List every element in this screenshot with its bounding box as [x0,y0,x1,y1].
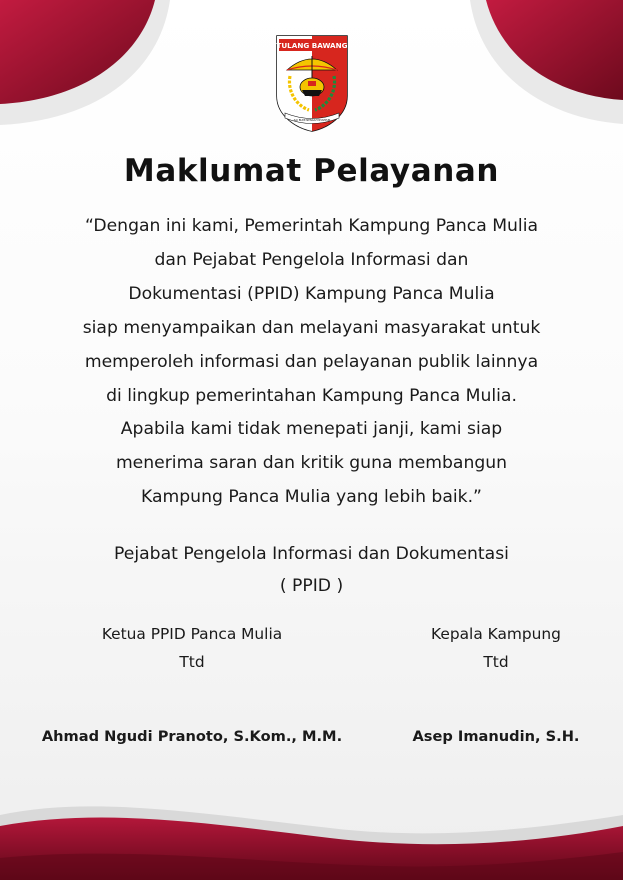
emblem-motto-text: SAI BUMI NENGAH NYAPPUR [293,119,331,122]
page-title: Maklumat Pelayanan [123,153,500,189]
signature-right [396,620,596,745]
statement-line: siap menyampaikan dan melayani masyarakat untuk [82,317,541,338]
signatory-name: Asep Imanudin, S.H. [412,728,580,745]
signature-mark: Ttd [179,653,205,671]
statement-line: Dokumentasi (PPID) Kampung Panca Mulia [128,283,495,304]
statement-line: menerima saran dan kritik guna membangun [115,453,508,474]
statement-line: di lingkup pemerintahan Kampung Panca Mulia. [106,385,517,406]
statement-line: Apabila kami tidak menepati janji, kami siap [120,419,503,440]
top-left-wave [0,0,170,125]
bottom-wave [0,806,623,880]
organization-name: Pejabat Pengelola Informasi dan Dokumentasi [114,544,509,564]
signatory-role: Kepala Kampung [431,625,561,643]
signatory-name: Ahmad Ngudi Pranoto, S.Kom., M.M. [41,728,343,745]
signatory-role: Ketua PPID Panca Mulia [101,625,283,643]
statement-line: Kampung Panca Mulia yang lebih baik.” [141,487,482,508]
signature-left [22,620,362,745]
service-statement [20,210,603,515]
statement-line: memperoleh informasi dan pelayanan publik lainnya [84,351,539,372]
statement-line: “Dengan ini kami, Pemerintah Kampung Panca Mulia [85,216,538,236]
statement-line: dan Pejabat Pengelola Informasi dan [154,249,469,270]
organization-block [0,538,623,602]
organization-abbr: ( PPID ) [279,576,344,596]
top-right-wave [470,0,623,124]
emblem-banner-text: TULANG BAWANG [276,41,348,50]
signature-mark: Ttd [483,653,509,671]
tulang-bawang-emblem [275,34,349,132]
